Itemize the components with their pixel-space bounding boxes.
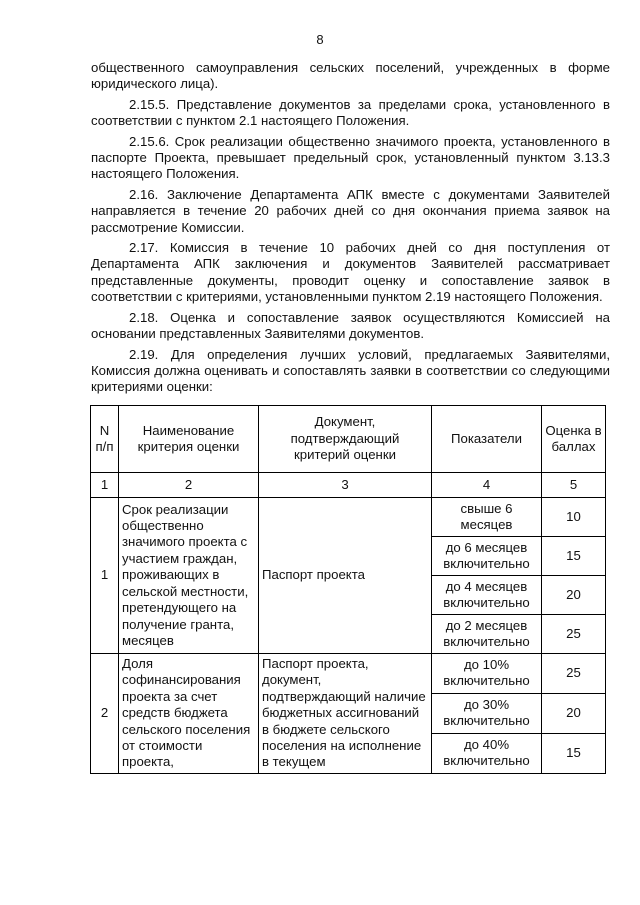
header-cell: Оценка в баллах	[542, 406, 606, 473]
indicator: свыше 6 месяцев	[432, 498, 542, 537]
paragraph: 2.17. Комиссия в течение 10 рабочих дней со дня поступления от Департамента АПК заключения и документов Заявителей рассматривает представленные документы, проводит оценку и сопоставление заявок в соответствии с критериями, установленными пунктом 2.19 настоящего Положения.	[91, 240, 610, 305]
paragraph: 2.18. Оценка и сопоставление заявок осуществляются Комиссией на основании представленных Заявителями документов.	[91, 309, 610, 342]
score: 10	[542, 498, 606, 537]
column-number-row	[91, 473, 606, 498]
criteria-table	[90, 405, 606, 774]
table-row	[91, 498, 606, 537]
score: 25	[542, 654, 606, 694]
score: 20	[542, 576, 606, 615]
header-cell: Документ, подтверждающий критерий оценки	[259, 406, 432, 473]
indicator: до 30% включительно	[432, 693, 542, 733]
criterion-document: Паспорт проекта	[259, 498, 432, 654]
indicator: до 40% включительно	[432, 733, 542, 773]
indicator: до 6 месяцев включительно	[432, 537, 542, 576]
indicator: до 2 месяцев включительно	[432, 615, 542, 654]
header-cell: N п/п	[91, 406, 119, 473]
paragraph: 2.19. Для определения лучших условий, предлагаемых Заявителями, Комиссия должна оценивать и сопоставлять заявки в соответствии со следующими критериями оценки:	[91, 346, 610, 395]
column-number: 1	[91, 473, 119, 498]
column-number: 5	[542, 473, 606, 498]
header-cell: Наименование критерия оценки	[119, 406, 259, 473]
score: 15	[542, 733, 606, 773]
score: 15	[542, 537, 606, 576]
table-header-row	[91, 406, 606, 473]
score: 20	[542, 693, 606, 733]
criterion-name: Срок реализации общественно значимого проекта с участием граждан, проживающих в сельской местности, претендующего на получение гранта, месяцев	[119, 498, 259, 654]
criterion-name: Доля софинансирования проекта за счет средств бюджета сельского поселения от стоимости проекта,	[119, 654, 259, 774]
score: 25	[542, 615, 606, 654]
paragraph: общественного самоуправления сельских поселений, учрежденных в форме юридического лица).	[91, 60, 610, 92]
paragraph: 2.15.6. Срок реализации общественно значимого проекта, установленного в паспорте Проекта, превышает предельный срок, установленный пунктом 3.13.3 настоящего Положения.	[91, 133, 610, 182]
paragraph: 2.16. Заключение Департамента АПК вместе с документами Заявителей направляется в течение 20 рабочих дней со дня окончания приема заявок на рассмотрение Комиссии.	[91, 186, 610, 235]
criterion-document: Паспорт проекта, документ, подтверждающий наличие бюджетных ассигнований в бюджете сельского поселения на исполнение в текущем	[259, 654, 432, 774]
header-cell: Показатели	[432, 406, 542, 473]
indicator: до 4 месяцев включительно	[432, 576, 542, 615]
column-number: 3	[259, 473, 432, 498]
row-number: 2	[91, 654, 119, 774]
row-number: 1	[91, 498, 119, 654]
page-number: 8	[316, 32, 324, 47]
column-number: 2	[119, 473, 259, 498]
paragraph: 2.15.5. Представление документов за пределами срока, установленного в соответствии с пунктом 2.1 настоящего Положения.	[91, 96, 610, 129]
body-text	[91, 60, 610, 396]
table-row	[91, 654, 606, 694]
column-number: 4	[432, 473, 542, 498]
indicator: до 10% включительно	[432, 654, 542, 694]
